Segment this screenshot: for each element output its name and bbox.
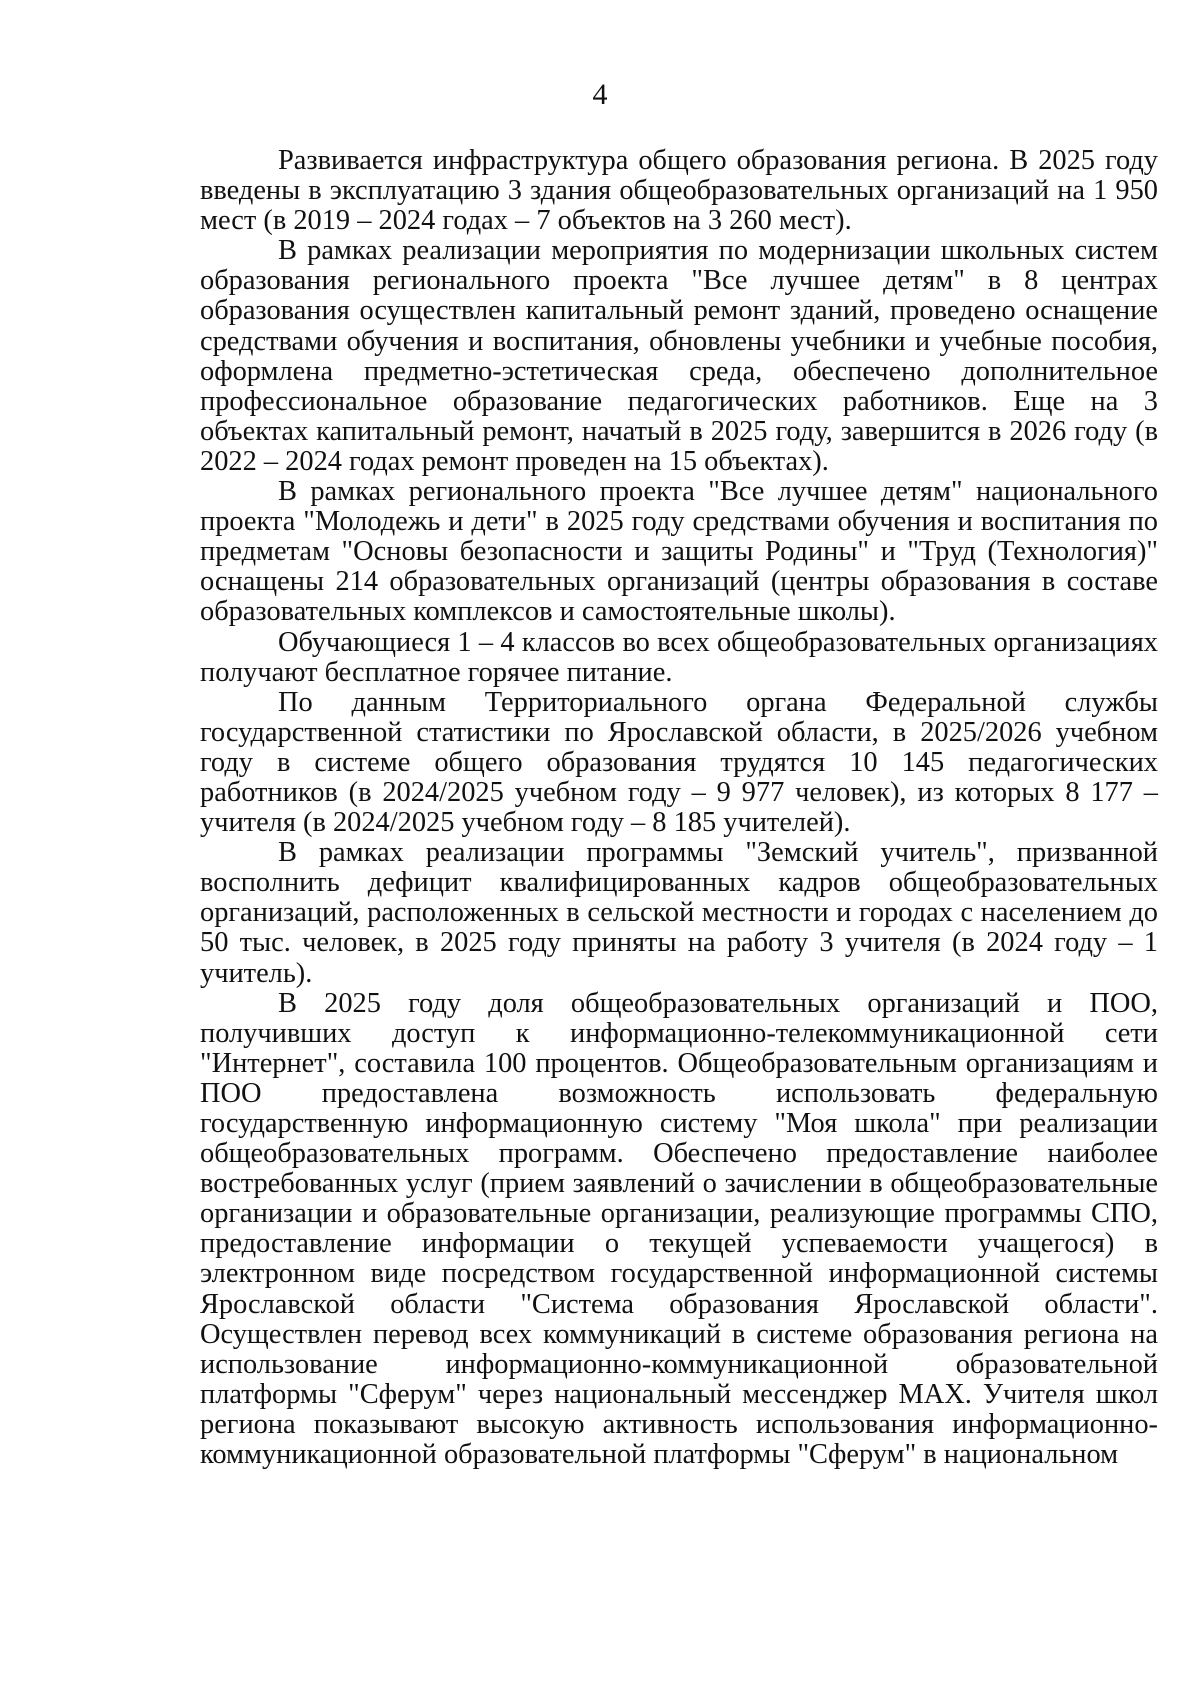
paragraph-infrastructure: Развивается инфраструктура общего образования региона. В 2025 году введены в эксплуатацию 3 здания общеобразовательных организаций на 1 950 мест (в 2019 – 2024 годах – 7 объектов на 3 260 мест). — [200, 145, 1158, 237]
paragraph-modernization: В рамках реализации мероприятия по модернизации школьных систем образования регионального проекта "Все лучшее детям" в 8 центрах образования осуществлен капитальный ремонт зданий, проведено оснащение средствами обучения и воспитания, обновлены учебники и учебные пособия, оформлена предметно-эстетическая среда, обеспечено дополнительное профессиональное образование педагогических работников. Еще на 3 объектах капитальный ремонт, начатый в 2025 году, завершится в 2026 году (в 2022 – 2024 годах ремонт проведен на 15 объектах). — [200, 235, 1158, 477]
paragraph-statistics: По данным Территориального органа Федеральной службы государственной статистики по Ярославской области, в 2025/2026 учебном году в системе общего образования трудятся 10 145 педагогических работников (в 2024/2025 учебном году – 9 977 человек), из которых 8 177 – учителя (в 2024/2025 учебном году – 8 185 учителей). — [200, 686, 1158, 839]
page-number: 4 — [592, 78, 608, 111]
paragraph-regional-project: В рамках регионального проекта "Все лучшее детям" национального проекта "Молодежь и дети" в 2025 году средствами обучения и воспитания по предметам "Основы безопасности и защиты Родины" и "Труд (Технология)" оснащены 214 образовательных организаций (центры образования в составе образовательных комплексов и самостоятельные школы). — [200, 476, 1158, 628]
paragraph-hot-meals: Обучающиеся 1 – 4 классов во всех общеобразовательных организациях получают бесплатное горячее питание. — [200, 626, 1158, 688]
paragraph-internet-access: В 2025 году доля общеобразовательных организаций и ПОО, получивших доступ к информационно-телекоммуникационной сети "Интернет", составила 100 процентов. Общеобразовательным организациям и ПОО предоставлена возможность использовать федеральную государственную информационную систему "Моя школа" при реализации общеобразовательных программ. Обеспечено предоставление наиболее востребованных услуг (прием заявлений о зачислении в общеобразовательные организации и образовательные организации, реализующие программы СПО, предоставление информации о текущей успеваемости учащегося) в электронном виде посредством государственной информационной системы Ярославской области "Система образования Ярославской области". Осуществлен перевод всех коммуникаций в системе образования региона на использование информационно-коммуникационной образовательной платформы "Сферум" через национальный мессенджер MAX. Учителя школ региона показывают высокую активность использования информационно-коммуникационной образовательной платформы "Сферум" в национальном — [200, 987, 1158, 1471]
paragraph-zemsky-teacher: В рамках реализации программы "Земский учитель", призванной восполнить дефицит квалифицированных кадров общеобразовательных организаций, расположенных в сельской местности и городах с населением до 50 тыс. человек, в 2025 году приняты на работу 3 учителя (в 2024 году – 1 учитель). — [200, 837, 1158, 989]
document-body — [200, 146, 1158, 1470]
